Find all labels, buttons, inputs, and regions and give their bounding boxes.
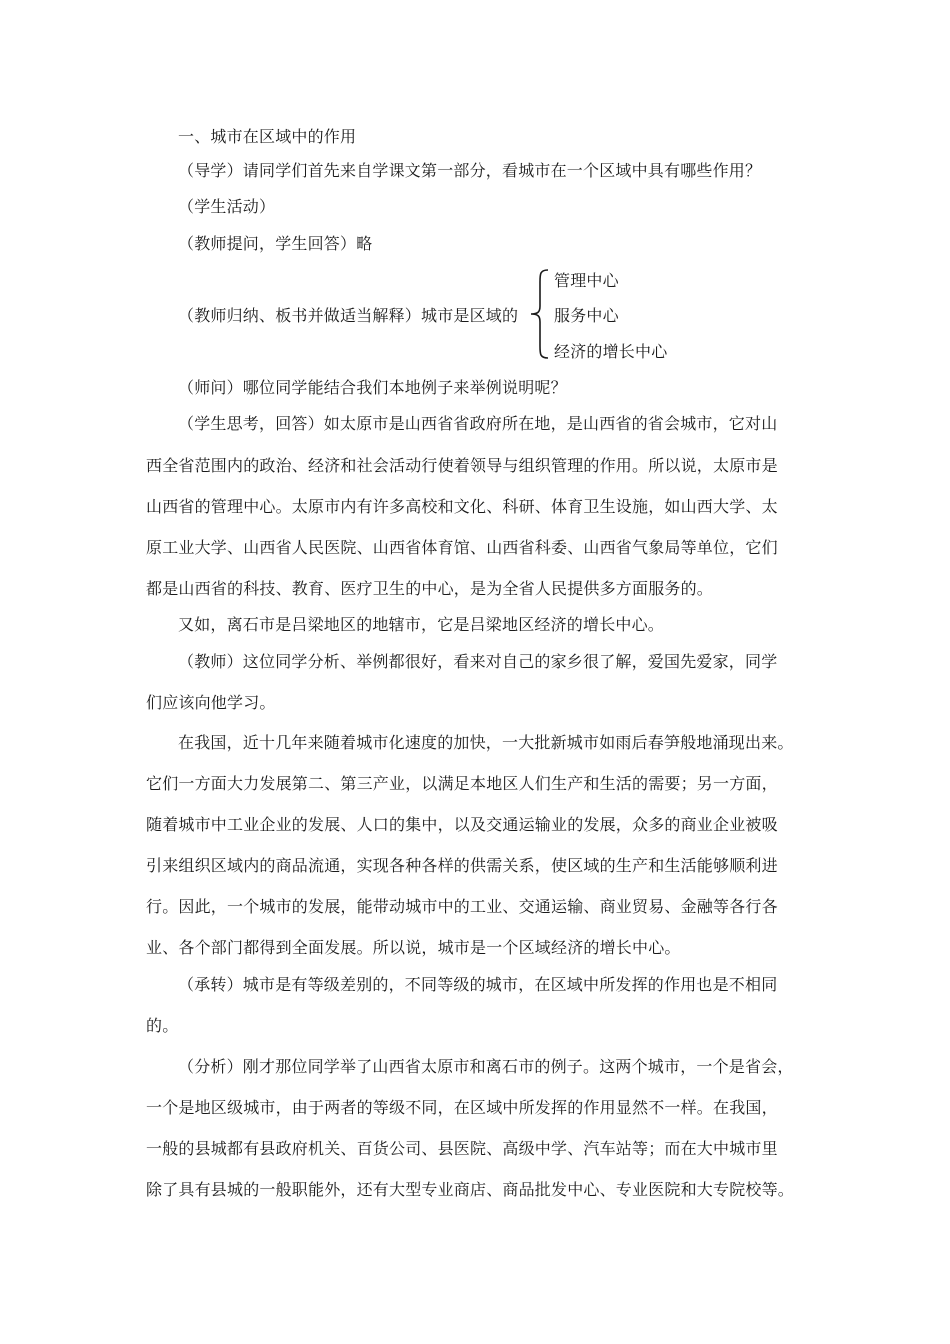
analysis-line-3: 一般的县城都有县政府机关、百货公司、县医院、高级中学、汽车站等；而在大中城市里 <box>146 1139 778 1158</box>
china-line-4: 引来组织区域内的商品流通，实现各种各样的供需关系，使区域的生产和生活能够顺利进 <box>146 856 778 875</box>
transition-line-2: 的。 <box>146 1016 179 1035</box>
answer-line-2: 西全省范围内的政治、经济和社会活动行使着领导与组织管理的作用。所以说，太原市是 <box>146 456 778 475</box>
curly-brace-icon <box>528 268 554 360</box>
china-line-2: 它们一方面大力发展第二、第三产业，以满足本地区人们生产和生活的需要；另一方面， <box>146 774 778 793</box>
summary-lead: （教师归纳、板书并做适当解释）城市是区域的 <box>178 306 519 325</box>
analysis-line-2: 一个是地区级城市，由于两者的等级不同，在区域中所发挥的作用显然不一样。在我国， <box>146 1098 778 1117</box>
student-activity: （学生活动） <box>178 197 276 216</box>
role-service-center: 服务中心 <box>554 306 619 325</box>
china-line-6: 业、各个部门都得到全面发展。所以说，城市是一个区域经济的增长中心。 <box>146 938 681 957</box>
answer-line-5: 都是山西省的科技、教育、医疗卫生的中心，是为全省人民提供多方面服务的。 <box>146 579 714 598</box>
teacher-question: （教师提问，学生回答）略 <box>178 234 373 253</box>
teacher-comment-line-2: 们应该向他学习。 <box>146 693 276 712</box>
answer-line-1: （学生思考，回答）如太原市是山西省省政府所在地，是山西省的省会城市，它对山 <box>178 414 778 433</box>
guide-text: （导学）请同学们首先来自学课文第一部分，看城市在一个区域中具有哪些作用？ <box>178 161 762 180</box>
section-heading: 一、城市在区域中的作用 <box>178 127 357 146</box>
china-line-5: 行。因此，一个城市的发展，能带动城市中的工业、交通运输、商业贸易、金融等各行各 <box>146 897 778 916</box>
analysis-line-1: （分析）刚才那位同学举了山西省太原市和离石市的例子。这两个城市，一个是省会， <box>178 1057 794 1076</box>
transition-line-1: （承转）城市是有等级差别的，不同等级的城市，在区域中所发挥的作用也是不相同 <box>178 975 778 994</box>
role-management-center: 管理中心 <box>554 271 619 290</box>
lishi-example: 又如，离石市是吕梁地区的地辖市，它是吕梁地区经济的增长中心。 <box>178 615 665 634</box>
analysis-line-4: 除了具有县城的一般职能外，还有大型专业商店、商品批发中心、专业医院和大专院校等。 <box>146 1180 795 1199</box>
ask-example: （师问）哪位同学能结合我们本地例子来举例说明呢？ <box>178 378 567 397</box>
china-line-3: 随着城市中工业企业的发展、人口的集中，以及交通运输业的发展，众多的商业企业被吸 <box>146 815 778 834</box>
answer-line-3: 山西省的管理中心。太原市内有许多高校和文化、科研、体育卫生设施，如山西大学、太 <box>146 497 778 516</box>
answer-line-4: 原工业大学、山西省人民医院、山西省体育馆、山西省科委、山西省气象局等单位，它们 <box>146 538 778 557</box>
china-line-1: 在我国，近十几年来随着城市化速度的加快，一大批新城市如雨后春笋般地涌现出来。 <box>178 733 794 752</box>
role-growth-center: 经济的增长中心 <box>554 342 668 361</box>
teacher-comment-line-1: （教师）这位同学分析、举例都很好，看来对自己的家乡很了解，爱国先爱家，同学 <box>178 652 778 671</box>
